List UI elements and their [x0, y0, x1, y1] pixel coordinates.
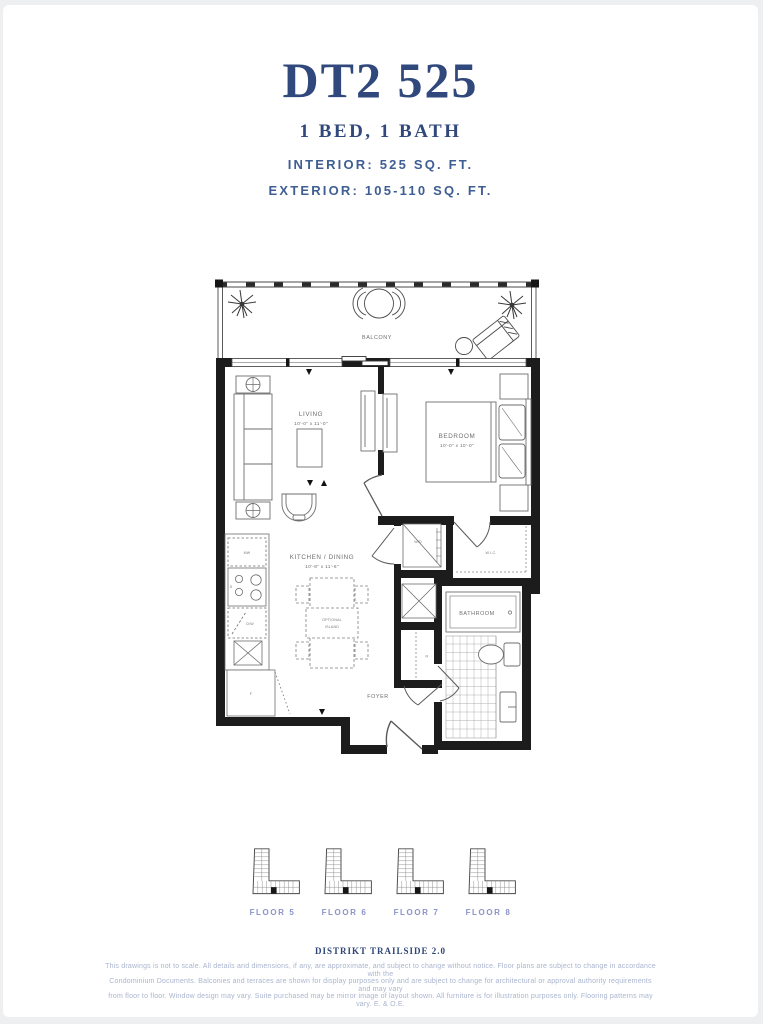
- fridge-label: F: [249, 692, 253, 696]
- bed: [426, 402, 496, 482]
- bedroom-label: BEDROOM: [438, 433, 476, 440]
- plant-icon: [228, 290, 256, 318]
- closet-label: D: [425, 654, 429, 658]
- sliding-door-panel: [383, 394, 397, 452]
- sofa: [234, 394, 272, 500]
- disclaimer-line: from floor to floor. Window design may vary. Suite purchased may be mirror image of layout shown. All furniture is for illustration purposes only. Flooring patterns may vary. E. & O.E.: [108, 993, 653, 1008]
- island-label-1: OPTIONAL: [322, 618, 342, 622]
- disclaimer-line: This drawings is not to scale. All details and dimensions, if any, are approximate, and subject to change without notice. Floor plans are subject to change in accordance with the: [105, 963, 656, 978]
- foyer-label: FOYER: [367, 694, 389, 700]
- floorplan-page: [3, 5, 758, 1017]
- exterior-area: EXTERIOR: 105-110 SQ. FT.: [268, 183, 493, 198]
- bedroom: [426, 374, 531, 511]
- plant-icon: [498, 291, 526, 319]
- living-label: LIVING: [298, 411, 324, 418]
- sliding-door-panel: [361, 391, 375, 451]
- headboard: [526, 399, 531, 485]
- toilet-tank: [504, 643, 520, 666]
- keyplan-label: FLOOR 8: [465, 908, 512, 917]
- keyplan-label: FLOOR 6: [321, 908, 368, 917]
- floor-plan: [194, 258, 566, 780]
- keyplan-map-icon: [241, 847, 305, 897]
- coffee-table: [297, 429, 322, 467]
- keyplan-map-icon: [385, 847, 449, 897]
- stove-label: S: [229, 585, 233, 589]
- header: [3, 51, 758, 198]
- keyplan-row: [3, 847, 758, 917]
- wic-label: W.I.C.: [485, 551, 497, 555]
- keyplan-label: FLOOR 7: [393, 908, 440, 917]
- wic-closet: [456, 526, 526, 572]
- rail-post: [215, 280, 223, 288]
- nightstand: [500, 485, 528, 511]
- balcony-slider-door: [342, 357, 366, 362]
- disclaimer-line: Condominium Documents. Balconies and terraces are shown for display purposes only and are subject to change for architectural or approval authority requirements and may vary: [109, 978, 652, 993]
- lounge-chair: [456, 315, 520, 360]
- mech-closet: [402, 584, 436, 618]
- balcony-table-set: [353, 288, 405, 319]
- interior-area: INTERIOR: 525 SQ. FT.: [287, 157, 474, 172]
- nightstand: [500, 374, 528, 399]
- kitchen-label: KITCHEN / DINING: [289, 554, 355, 561]
- linen-closet: [416, 632, 429, 678]
- bedroom-dims: 10'-0" x 10'-0": [439, 444, 475, 449]
- keyplan-floor-8: [457, 847, 521, 917]
- rail-post: [531, 280, 539, 288]
- keyplan-map-icon: [457, 847, 521, 897]
- keyplan-label: FLOOR 5: [249, 908, 296, 917]
- keyplan-map-icon: [313, 847, 377, 897]
- keyplan-floor-7: [385, 847, 449, 917]
- balcony-area: [215, 280, 539, 361]
- kitchen: [225, 534, 368, 716]
- bathroom-label: BATHROOM: [459, 611, 495, 617]
- optional-island: [296, 578, 368, 668]
- unit-code: DT2 525: [282, 52, 479, 108]
- keyplan-floor-5: [241, 847, 305, 917]
- armchair: [282, 494, 316, 521]
- keyplan-floor-6: [313, 847, 377, 917]
- kitchen-dims: 10'-8" x 11'-6": [305, 565, 339, 570]
- bathroom: [446, 592, 520, 738]
- washer-dryer-label: W/D: [414, 540, 422, 544]
- unit-type: 1 BED, 1 BATH: [299, 121, 462, 142]
- disclaimer: [104, 963, 658, 1009]
- microwave-label: MW: [243, 551, 251, 555]
- brand-name: DISTRIKT TRAILSIDE 2.0: [315, 946, 446, 956]
- island-label-2: ISLAND: [324, 625, 340, 629]
- living-dims: 10'-0" x 11'-0": [294, 422, 328, 427]
- balcony-label: BALCONY: [362, 335, 392, 341]
- dishwasher-label: D/W: [246, 622, 254, 626]
- balcony-slider-door: [362, 361, 388, 366]
- toilet-bowl: [479, 645, 504, 664]
- wd-closet: [403, 524, 441, 567]
